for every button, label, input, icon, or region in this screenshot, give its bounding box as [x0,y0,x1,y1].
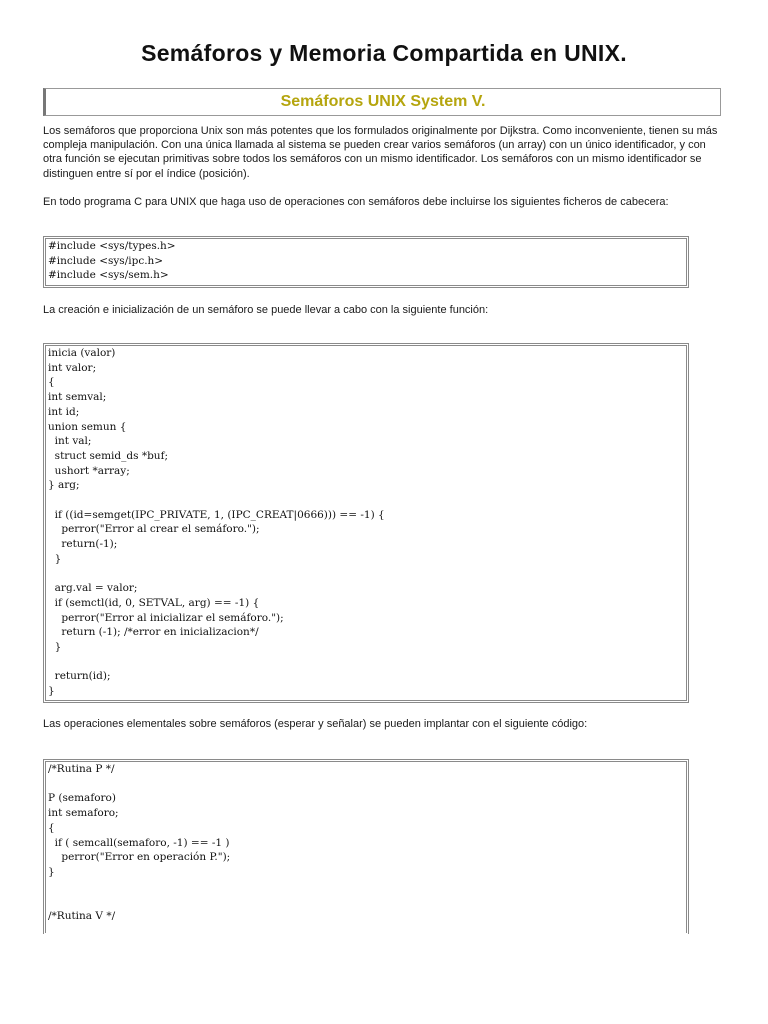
code-includes-text: #include <sys/types.h> #include <sys/ipc.h> #include <sys/sem.h> [48,240,176,282]
operations-paragraph: Las operaciones elementales sobre semáforos (esperar y señalar) se pueden implantar con el siguiente código: [43,718,588,730]
code-block-rutinas [43,759,689,934]
intro-paragraph: Los semáforos que proporciona Unix son más potentes que los formulados originalmente por Dijkstra. Como inconveniente, tienen su más compleja manipulación. Con una única llamada al sistema se pueden crear varios semáforos (un array) con un único identificador, y con otra función se ejecutan primitivas sobre todos los semáforos con un mismo identificador. Los semáforos con un mismo identificador se distinguen entre sí por el índice (posición). [43,125,718,180]
creation-paragraph: La creación e inicialización de un semáforo se puede llevar a cabo con la siguiente función: [43,304,489,316]
code-rutinas-text: /*Rutina P */ P (semaforo) int semaforo; { if ( semcall(semaforo, -1) == -1 ) perror("Error en operación P."); } /*Rutina V */ [48,763,231,923]
document-title: Semáforos y Memoria Compartida en UNIX. [141,40,627,66]
code-block-inicia [43,343,689,703]
headers-paragraph: En todo programa C para UNIX que haga uso de operaciones con semáforos debe incluirse los siguientes ficheros de cabecera: [43,196,669,208]
code-block-includes [43,236,689,288]
section-heading: Semáforos UNIX System V. [280,93,486,110]
section-heading-box [43,88,721,116]
code-inicia-text: inicia (valor) int valor; { int semval; int id; union semun { int val; struct semid_ds *buf; ushort *array; } arg; if ((id=semget(IPC_PRIVATE, 1, (IPC_CREAT|0666))) == -1) { perror("Error al crear el semáforo."); return(-1); } arg.val = valor; if (semctl(id, 0, SETVAL, arg) == -1) { perror("Error al inicializar el semáforo."); return (-1); /*error en inicializacion*/ } return(id); } [48,347,385,698]
